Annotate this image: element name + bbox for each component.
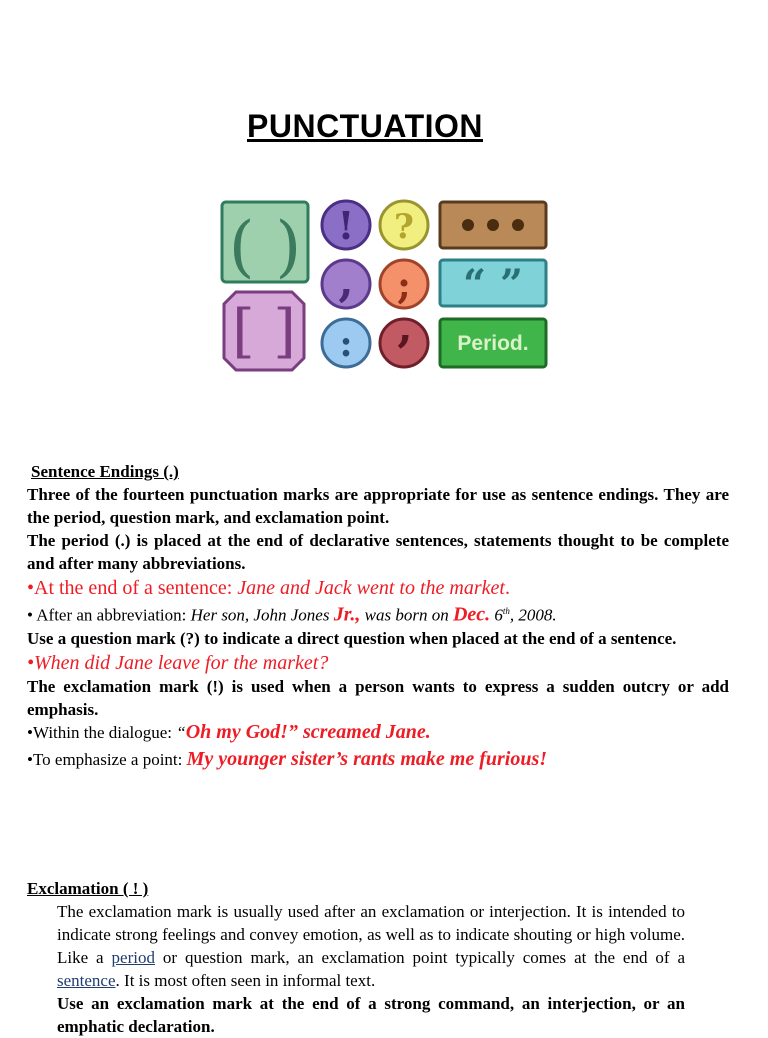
apostrophe-glyph: ’ xyxy=(395,326,413,376)
question-example xyxy=(27,652,729,675)
example-text: Oh my God!” screamed Jane. xyxy=(185,720,431,743)
ellipsis-tile xyxy=(440,202,546,248)
example-text: , 2008. xyxy=(509,605,557,625)
section-heading xyxy=(27,460,729,483)
example-text: was born on xyxy=(360,605,453,625)
page-title: PUNCTUATION xyxy=(247,108,483,144)
ellipsis-dot-3 xyxy=(512,219,524,231)
intro-paragraph: Three of the fourteen punctuation marks are appropriate for use as sentence endings. They are the period, question mark, and exclamation point. xyxy=(27,485,729,527)
exclamation-rule: Use an exclamation mark at the end of a strong command, an interjection, or an emphatic declaration. xyxy=(57,994,685,1036)
exclamation-section xyxy=(57,900,685,1038)
sentence-link[interactable]: sentence xyxy=(57,971,116,990)
ellipsis-dot-2 xyxy=(487,219,499,231)
abbreviation-jr: Jr., xyxy=(333,603,361,626)
apostrophe-tile xyxy=(380,319,428,376)
example-emphasis xyxy=(27,748,729,771)
exclamation-glyph: ! xyxy=(337,203,355,248)
example-label: •At the end of a sentence: xyxy=(27,577,238,599)
example-text: My younger sister’s rants make me furious! xyxy=(186,747,548,770)
period-label: Period. xyxy=(457,332,529,355)
sentence-endings-heading: Sentence Endings (.) xyxy=(31,462,179,481)
exclamation-description: The exclamation mark (!) is used when a person wants to express a sudden outcry or add emphasis. xyxy=(27,676,729,719)
exclamation-heading: Exclamation ( ! ) xyxy=(27,879,149,898)
sentence-endings-section xyxy=(27,460,729,771)
abbreviation-dec: Dec. xyxy=(452,603,491,626)
semicolon-glyph: ; xyxy=(396,262,412,307)
exclamation-paragraph xyxy=(57,900,685,992)
example-punct: . xyxy=(504,577,510,599)
ordinal-suffix: th xyxy=(502,606,510,616)
question-glyph: ? xyxy=(394,207,414,247)
comma-glyph: , xyxy=(338,256,354,307)
example-text: 6 xyxy=(490,605,503,625)
parentheses-tile xyxy=(222,202,308,285)
period-description: The period (.) is placed at the end of declarative sentences, statements thought to be complete and after many abbreviations. xyxy=(27,531,729,573)
quotes-glyph: “ ” xyxy=(463,261,523,308)
paragraph-text: The exclamation mark is usually used after an exclamation or interjection. It is intended to indicate strong feelings and convey emotion, as well as to indicate shouting or high volume. Like a xyxy=(57,902,685,967)
example-end-of-sentence xyxy=(27,577,729,600)
exclamation-tile xyxy=(322,201,370,249)
colon-glyph: : xyxy=(339,323,353,365)
question-tile xyxy=(380,201,428,249)
example-label: •Within the dialogue: xyxy=(27,722,177,742)
comma-tile xyxy=(322,256,370,308)
example-text: Jane and Jack went to the market xyxy=(237,577,505,599)
quote-mark: “ xyxy=(176,722,186,742)
question-description: Use a question mark (?) to indicate a direct question when placed at the end of a sentence. xyxy=(27,628,677,648)
brackets-tile xyxy=(224,292,304,370)
paragraph-text: . It is most often seen in informal text. xyxy=(115,971,376,990)
period-link[interactable]: period xyxy=(111,948,155,967)
punctuation-graphic xyxy=(218,198,550,376)
example-abbreviation xyxy=(27,600,729,627)
example-label: • After an abbreviation: xyxy=(27,605,191,625)
semicolon-tile xyxy=(380,260,428,308)
parentheses-glyph: ( ) xyxy=(228,208,302,285)
ellipsis-dot-1 xyxy=(462,219,474,231)
period-tile xyxy=(440,319,546,367)
example-dialogue xyxy=(27,721,729,744)
exclamation-section-heading-block xyxy=(27,877,729,900)
colon-tile xyxy=(322,319,370,367)
brackets-glyph: [ ] xyxy=(232,297,296,365)
example-text: •When did Jane leave for the market? xyxy=(27,651,329,674)
example-text: Her son, John Jones xyxy=(190,605,334,625)
quotes-tile xyxy=(440,260,546,308)
example-label: •To emphasize a point: xyxy=(27,749,187,769)
paragraph-text: or question mark, an exclamation point typically comes at the end of a xyxy=(154,948,686,967)
